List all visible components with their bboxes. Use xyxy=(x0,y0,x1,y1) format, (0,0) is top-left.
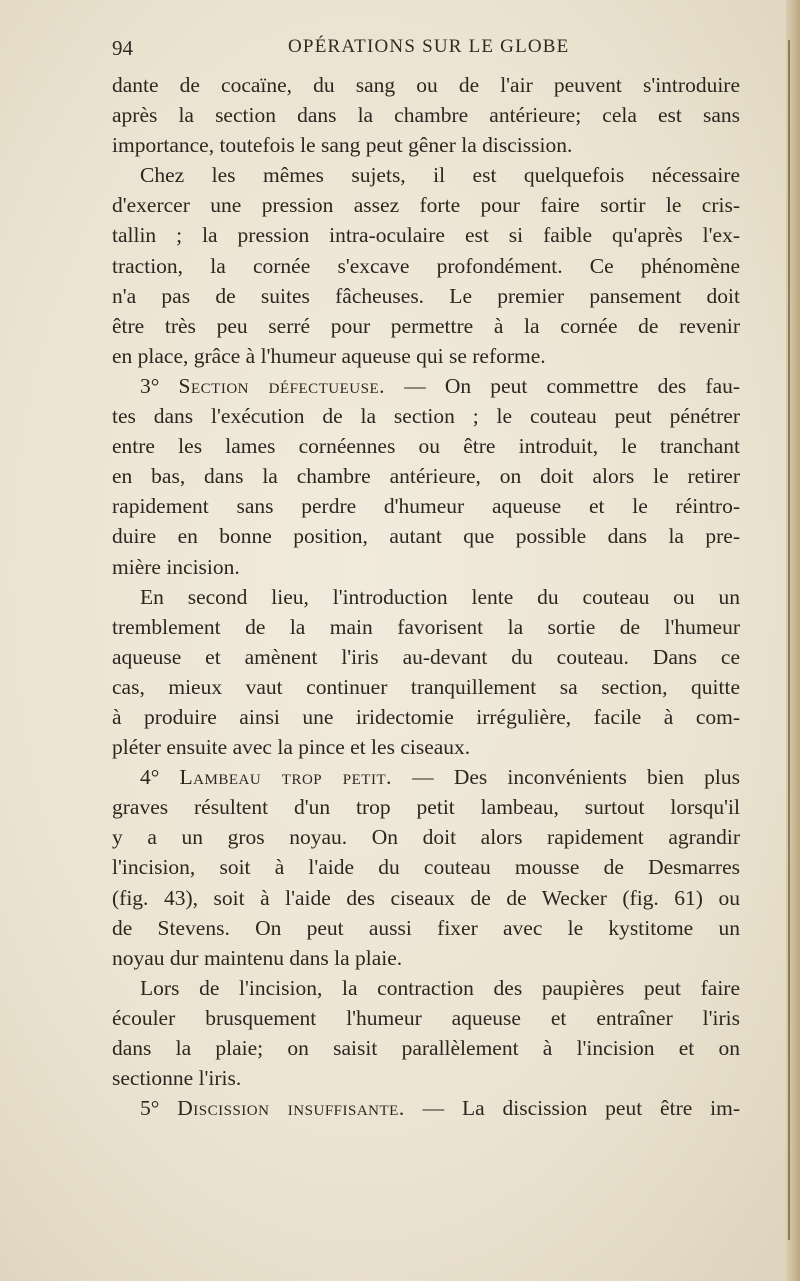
line-text: après la section dans la chambre antérieure; cela est sans xyxy=(112,103,740,128)
section-heading: Discission insuffisante. xyxy=(177,1096,405,1121)
line-text: aqueuse et amènent l'iris au-devant du couteau. Dans ce xyxy=(112,644,740,669)
page-header xyxy=(112,36,740,66)
line-text: rapidement sans perdre d'humeur aqueuse et le réintro- xyxy=(112,494,740,519)
line-text: à produire ainsi une iridectomie irrégulière, facile à com- xyxy=(112,704,740,729)
body-text xyxy=(112,70,740,1123)
line-text: en bas, dans la chambre antérieure, on doit alors le retirer xyxy=(112,464,740,489)
line-text: importance, toutefois le sang peut gêner la discission. xyxy=(112,133,573,158)
line-text: tes dans l'exécution de la section ; le couteau peut pénétrer xyxy=(112,404,740,429)
line-text: de Stevens. On peut aussi fixer avec le kystitome un xyxy=(112,915,740,940)
line-text: Chez les mêmes sujets, il est quelquefois nécessaire xyxy=(140,163,740,188)
text-line xyxy=(112,341,740,371)
text-line xyxy=(112,642,740,672)
text-line xyxy=(112,612,740,642)
page-edge xyxy=(786,0,800,1281)
text-line xyxy=(112,582,740,612)
line-text: dans la plaie; on saisit parallèlement à l'incision et on xyxy=(112,1036,740,1060)
running-title: OPÉRATIONS SUR LE GLOBE xyxy=(288,36,570,57)
text-line xyxy=(112,431,740,461)
line-text: tallin ; la pression intra-oculaire est si faible qu'après l'ex- xyxy=(112,223,740,248)
line-text: — Des inconvénients bien plus xyxy=(412,765,740,790)
text-line xyxy=(112,220,740,250)
section-heading-line xyxy=(112,371,740,401)
text-line xyxy=(112,973,740,1003)
text-line xyxy=(112,943,740,973)
text-line xyxy=(112,1063,740,1093)
text-line xyxy=(112,281,740,311)
text-line xyxy=(112,702,740,732)
line-text: (fig. 43), soit à l'aide des ciseaux de de Wecker (fig. 61) ou xyxy=(112,885,740,910)
line-text: traction, la cornée s'excave profondément. Ce phénomène xyxy=(112,253,740,278)
text-line xyxy=(112,130,740,160)
text-line xyxy=(112,100,740,130)
line-text: Lors de l'incision, la contraction des paupières peut faire xyxy=(140,975,740,1000)
line-text: entre les lames cornéennes ou être introduit, le tranchant xyxy=(112,434,740,459)
text-line xyxy=(112,1033,740,1063)
text-line xyxy=(112,732,740,762)
line-text: En second lieu, l'introduction lente du couteau ou un xyxy=(140,584,740,609)
text-line xyxy=(112,521,740,551)
text-line xyxy=(112,190,740,220)
section-heading: Lambeau trop petit. xyxy=(179,765,393,790)
line-text: en place, grâce à l'humeur aqueuse qui se reforme. xyxy=(112,343,546,368)
text-line xyxy=(112,401,740,431)
text-line xyxy=(112,1003,740,1033)
line-text: y a un gros noyau. On doit alors rapidement agrandir xyxy=(112,825,740,850)
line-text: mière incision. xyxy=(112,554,240,579)
text-line xyxy=(112,822,740,852)
section-heading: Section défectueuse. xyxy=(178,373,386,398)
text-line xyxy=(112,552,740,582)
text-line xyxy=(112,461,740,491)
section-heading-line xyxy=(112,1093,740,1123)
text-line xyxy=(112,672,740,702)
line-text: — La discission peut être im- xyxy=(422,1096,740,1121)
text-line xyxy=(112,311,740,341)
line-text: graves résultent d'un trop petit lambeau, surtout lorsqu'il xyxy=(112,795,740,820)
line-text: écouler brusquement l'humeur aqueuse et entraîner l'iris xyxy=(112,1005,740,1030)
line-text: noyau dur maintenu dans la plaie. xyxy=(112,945,403,970)
text-line xyxy=(112,70,740,100)
text-line xyxy=(112,792,740,822)
section-number: 5° xyxy=(140,1096,160,1121)
line-text: pléter ensuite avec la pince et les ciseaux. xyxy=(112,735,471,760)
page-number: 94 xyxy=(112,36,133,60)
text-line xyxy=(112,913,740,943)
line-text: sectionne l'iris. xyxy=(112,1066,242,1091)
line-text: — On peut commettre des fau- xyxy=(404,373,741,398)
line-text: cas, mieux vaut continuer tranquillement sa section, quitte xyxy=(112,674,740,699)
line-text: dante de cocaïne, du sang ou de l'air peuvent s'introduire xyxy=(112,73,740,97)
text-line xyxy=(112,491,740,521)
text-line xyxy=(112,852,740,882)
line-text: duire en bonne position, autant que possible dans la pre- xyxy=(112,524,740,549)
section-number: 3° xyxy=(140,373,160,398)
line-text: tremblement de la main favorisent la sortie de l'humeur xyxy=(112,614,740,639)
line-text: n'a pas de suites fâcheuses. Le premier pansement doit xyxy=(112,283,740,308)
text-line xyxy=(112,251,740,281)
line-text: être très peu serré pour permettre à la cornée de revenir xyxy=(112,313,740,338)
line-text: d'exercer une pression assez forte pour faire sortir le cris- xyxy=(112,193,740,218)
section-number: 4° xyxy=(140,765,160,790)
section-heading-line xyxy=(112,762,740,792)
line-text: l'incision, soit à l'aide du couteau mousse de Desmarres xyxy=(112,855,740,880)
text-line xyxy=(112,160,740,190)
text-line xyxy=(112,883,740,913)
